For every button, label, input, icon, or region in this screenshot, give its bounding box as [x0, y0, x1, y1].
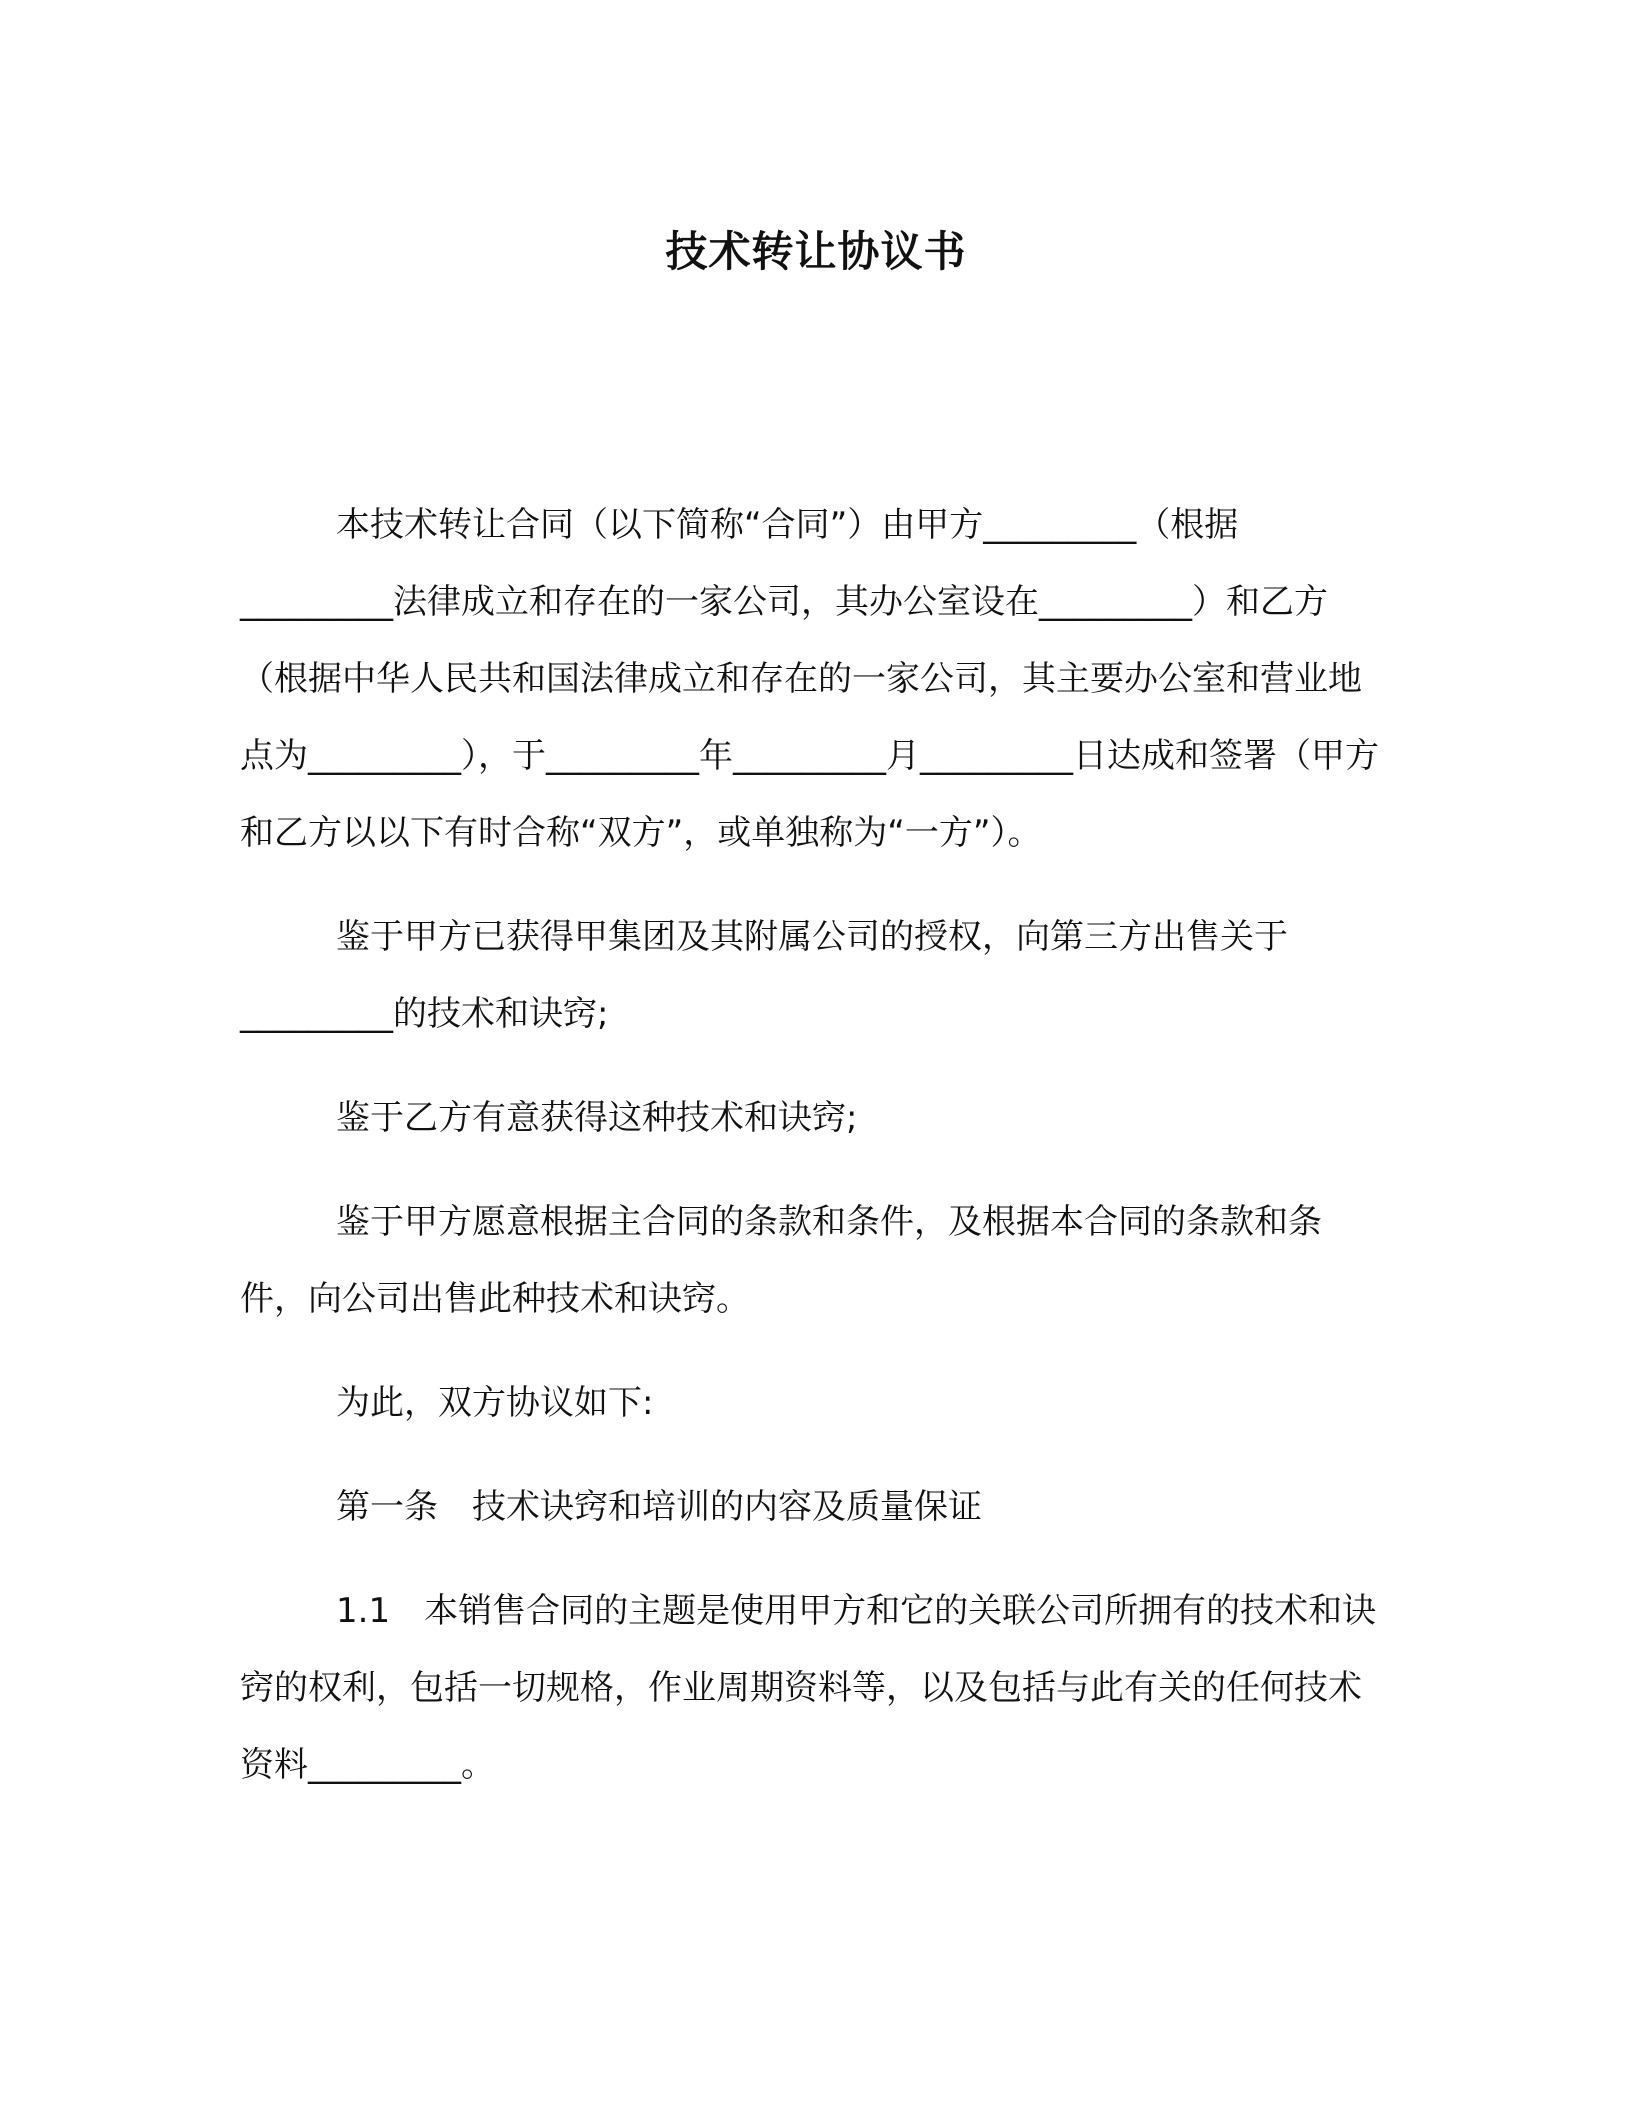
- paragraph-whereas-3: 鉴于甲方愿意根据主合同的条款和条件，及根据本合同的条款和条件，向公司出售此种技术和诀窍。: [240, 1202, 1322, 1319]
- article-1-heading: 第一条 技术诀窍和培训的内容及质量保证: [336, 1487, 982, 1527]
- paragraph-preamble: 本技术转让合同（以下简称“合同”）由甲方_________（根据_________法律成立和存在的一家公司，其办公室设在_________）和乙方（根据中华人民共和国法律成立和存在的一家公司，其主要办公室和营业地点为_________），于_________年_________月_________日达成和签署（甲方和乙方以以下有时合称“双方”，或单独称为“一方”）。: [240, 505, 1379, 853]
- paragraph-agreement-intro: 为此，双方协议如下:: [336, 1383, 654, 1423]
- clause-1-1: 1.1 本销售合同的主题是使用甲方和它的关联公司所拥有的技术和诀窍的权利，包括一切规格，作业周期资料等，以及包括与此有关的任何技术资料_________。: [240, 1591, 1377, 1785]
- document-body: [240, 487, 1380, 1831]
- document-title: 技术转让协议书: [665, 227, 967, 276]
- paragraph-whereas-2: 鉴于乙方有意获得这种技术和诀窍;: [336, 1098, 858, 1138]
- paragraph-whereas-1: 鉴于甲方已获得甲集团及其附属公司的授权，向第三方出售关于_________的技术和诀窍;: [240, 917, 1288, 1034]
